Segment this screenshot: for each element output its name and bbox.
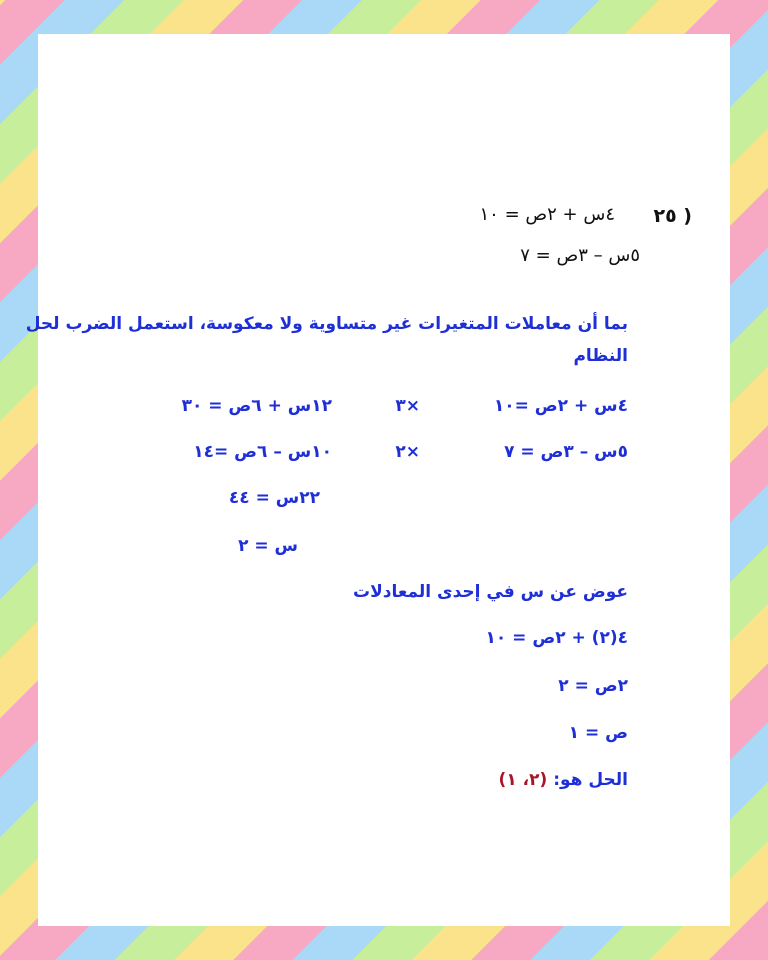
step-row2-multiplier: ×٢ [395,442,420,462]
substitution-equation-3: ص = ١ [568,723,628,743]
step-row1-result: ١٢س + ٦ص = ٣٠ [181,396,332,416]
step-row2-original: ٥س – ٣ص = ٧ [504,442,628,462]
problem-equation-2: ٥س – ٣ص = ٧ [520,245,640,266]
step-row2-result: ١٠س – ٦ص =١٤ [193,442,332,462]
step-x-value: س = ٢ [238,536,298,556]
problem-number: ٢٥ ) [653,205,692,227]
problem-equation-1: ٤س + ٢ص = ١٠ [479,204,615,225]
step-row1-original: ٤س + ٢ص =١٠ [493,396,628,416]
substitution-equation-2: ٢ص = ٢ [558,676,628,696]
substitution-title: عوض عن س في إحدى المعادلات [353,582,628,602]
substitution-equation-1: ٤(٢) + ٢ص = ١٠ [485,628,628,648]
step-sum: ٢٢س = ٤٤ [228,488,320,508]
explanation-line-2: النظام [573,346,628,366]
worksheet-page [25,34,730,926]
explanation-line-1: بما أن معاملات المتغيرات غير متساوية ولا معكوسة، استعمل الضرب لحل [25,314,628,334]
step-row1-multiplier: ×٣ [395,396,420,416]
solution-line [499,772,628,789]
solution-value: (٢، ١) [498,770,548,790]
solution-label: الحل هو: [553,770,628,790]
